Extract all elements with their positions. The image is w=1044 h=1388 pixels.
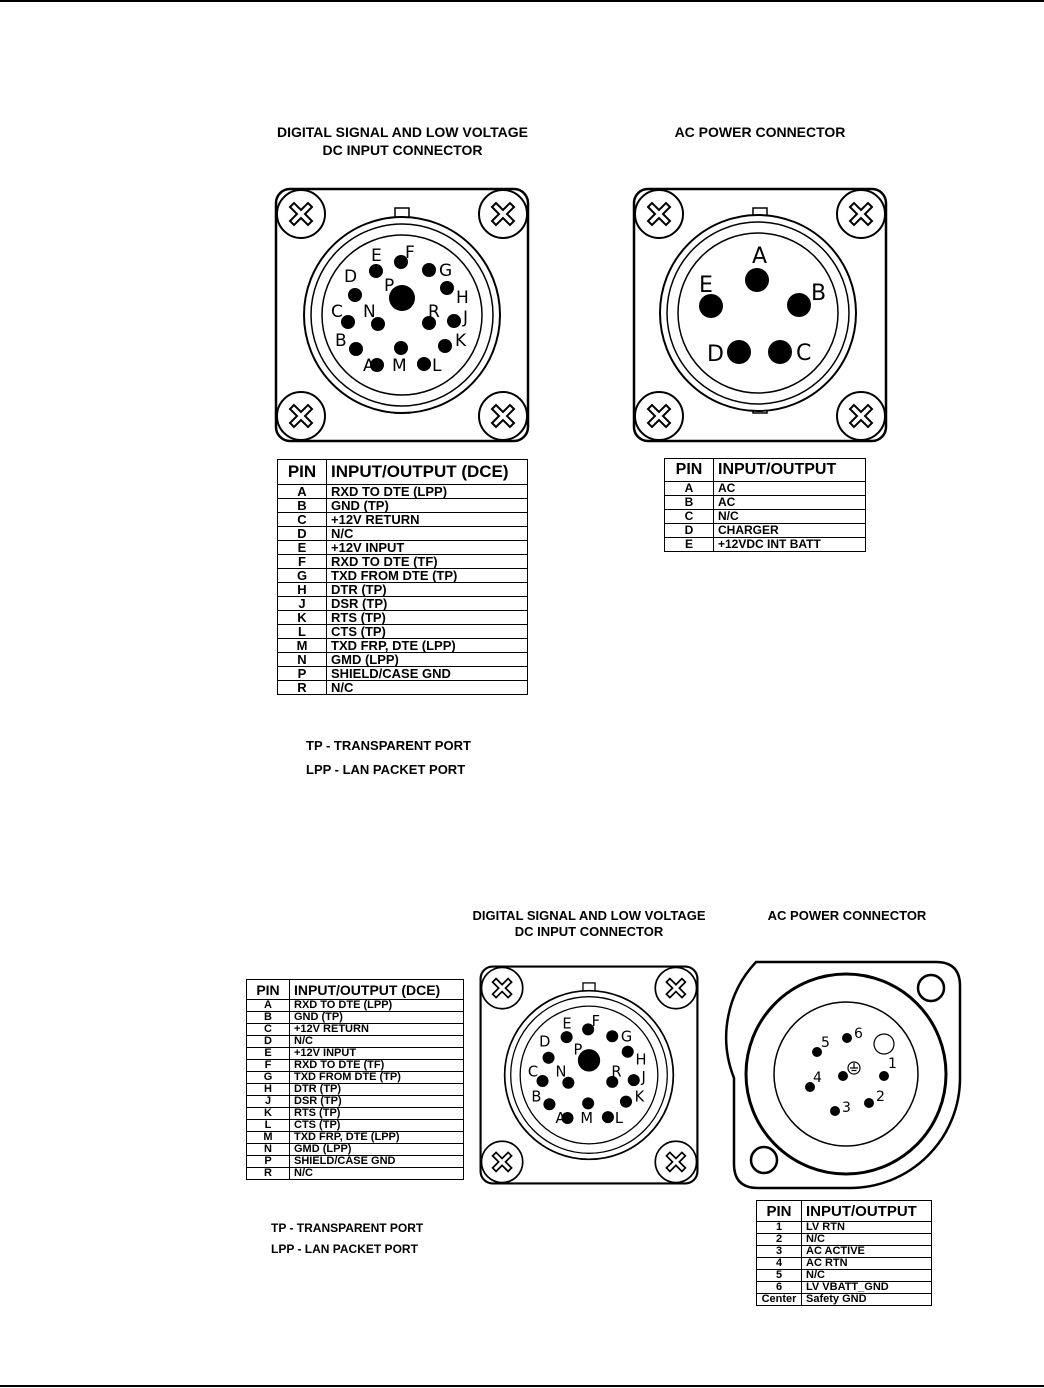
- pin-cell: A: [665, 482, 714, 496]
- svg-text:E: E: [371, 246, 382, 266]
- function-cell: AC ACTIVE: [802, 1246, 932, 1258]
- pin-cell: C: [665, 510, 714, 524]
- top-ac-connector-diagram: [631, 186, 889, 444]
- table-row: [247, 1072, 464, 1084]
- mounting-screw-icon: [655, 967, 696, 1008]
- table-row: [757, 1282, 932, 1294]
- table-row: [278, 513, 528, 527]
- pin-cell: G: [278, 569, 327, 583]
- table-row: [278, 681, 528, 695]
- svg-text:3: 3: [842, 1100, 851, 1116]
- pin-cell: N: [278, 653, 327, 667]
- function-cell: +12V INPUT: [290, 1048, 464, 1060]
- table-row: [247, 1012, 464, 1024]
- table-row: [665, 482, 866, 496]
- function-cell: CTS (TP): [327, 625, 528, 639]
- table-row: [247, 1000, 464, 1012]
- table-header-row: [757, 1201, 932, 1222]
- pin-cell: D: [278, 527, 327, 541]
- pin-cell: N: [247, 1144, 290, 1156]
- svg-text:1: 1: [888, 1056, 897, 1072]
- pin-1-ring: [874, 1034, 894, 1054]
- table-row: [757, 1294, 932, 1306]
- top-signal-connector-title: DIGITAL SIGNAL AND LOW VOLTAGE DC INPUT CONNECTOR: [277, 124, 528, 158]
- mounting-screw-icon: [635, 392, 683, 440]
- pin-cell: 4: [757, 1258, 802, 1270]
- function-cell: TXD FROM DTE (TP): [290, 1072, 464, 1084]
- function-cell: AC: [714, 496, 866, 510]
- svg-text:L: L: [432, 356, 442, 376]
- svg-text:A: A: [555, 1110, 566, 1128]
- pin-cell: A: [278, 485, 327, 499]
- svg-text:C: C: [796, 341, 812, 366]
- mounting-screw-icon: [479, 190, 527, 238]
- top-signal-pin-table: [277, 459, 528, 695]
- mounting-screw-icon: [655, 1141, 696, 1182]
- svg-text:L: L: [614, 1110, 623, 1128]
- function-cell: AC RTN: [802, 1258, 932, 1270]
- pin-cell: K: [278, 611, 327, 625]
- function-cell: GND (TP): [327, 499, 528, 513]
- function-cell: CTS (TP): [290, 1120, 464, 1132]
- top-signal-connector-diagram: [273, 186, 531, 444]
- function-cell: N/C: [802, 1234, 932, 1246]
- pin-cell: B: [278, 499, 327, 513]
- svg-text:D: D: [707, 342, 724, 367]
- svg-text:R: R: [611, 1063, 622, 1081]
- table-row: [247, 1156, 464, 1168]
- svg-text:A: A: [752, 244, 768, 269]
- svg-text:P: P: [573, 1041, 583, 1059]
- mounting-screw-icon: [837, 190, 885, 238]
- table-header-row: [665, 459, 866, 482]
- svg-text:F: F: [405, 243, 415, 263]
- table-row: [247, 1168, 464, 1180]
- function-cell: N/C: [290, 1036, 464, 1048]
- function-cell: N/C: [290, 1168, 464, 1180]
- table-row: [757, 1258, 932, 1270]
- table-row: [247, 1024, 464, 1036]
- function-cell: SHIELD/CASE GND: [327, 667, 528, 681]
- table-row: [247, 1108, 464, 1120]
- column-header-io: INPUT/OUTPUT: [802, 1201, 932, 1222]
- svg-text:K: K: [634, 1088, 645, 1106]
- function-cell: RXD TO DTE (LPP): [290, 1000, 464, 1012]
- bottom-ac-pin-table: [756, 1200, 932, 1306]
- svg-text:K: K: [455, 331, 467, 351]
- table-row: [278, 611, 528, 625]
- pin-cell: M: [247, 1132, 290, 1144]
- bottom-signal-connector-diagram: [478, 964, 700, 1186]
- pin-cell: D: [247, 1036, 290, 1048]
- bottom-note-lpp: LPP - LAN PACKET PORT: [271, 1242, 418, 1256]
- pin-E: [369, 246, 383, 278]
- column-header-io: INPUT/OUTPUT (DCE): [327, 460, 528, 485]
- top-note-tp: TP - TRANSPARENT PORT: [306, 738, 471, 753]
- table-row: [247, 1084, 464, 1096]
- svg-text:6: 6: [854, 1026, 863, 1042]
- pin-cell: E: [665, 538, 714, 552]
- pin-cell: Center: [757, 1294, 802, 1306]
- pin-cell: L: [278, 625, 327, 639]
- bottom-note-tp: TP - TRANSPARENT PORT: [271, 1221, 424, 1235]
- table-row: [278, 485, 528, 499]
- function-cell: +12V INPUT: [327, 541, 528, 555]
- pin-cell: H: [247, 1084, 290, 1096]
- function-cell: +12V RETURN: [290, 1024, 464, 1036]
- column-header-io: INPUT/OUTPUT: [714, 459, 866, 482]
- table-row: [247, 1132, 464, 1144]
- table-header-row: [278, 460, 528, 485]
- pin-cell: F: [278, 555, 327, 569]
- table-row: [757, 1246, 932, 1258]
- bottom-rule: [0, 1385, 1044, 1387]
- function-cell: AC: [714, 482, 866, 496]
- pin-cell: B: [247, 1012, 290, 1024]
- svg-text:D: D: [344, 267, 358, 287]
- mounting-screw-icon: [479, 392, 527, 440]
- table-row: [247, 1096, 464, 1108]
- svg-text:J: J: [463, 308, 469, 328]
- bottom-ac-connector-title: AC POWER CONNECTOR: [767, 908, 927, 923]
- svg-text:4: 4: [813, 1070, 822, 1086]
- pin-cell: C: [278, 513, 327, 527]
- table-row: [278, 597, 528, 611]
- bottom-signal-connector-title: DIGITAL SIGNAL AND LOW VOLTAGE DC INPUT CONNECTOR: [472, 908, 706, 940]
- function-cell: GMD (LPP): [327, 653, 528, 667]
- function-cell: DSR (TP): [327, 597, 528, 611]
- function-cell: Safety GND: [802, 1294, 932, 1306]
- function-cell: GMD (LPP): [290, 1144, 464, 1156]
- pin-cell: R: [247, 1168, 290, 1180]
- function-cell: DTR (TP): [290, 1084, 464, 1096]
- top-ac-pin-table: [664, 458, 866, 552]
- table-row: [278, 541, 528, 555]
- function-cell: N/C: [327, 527, 528, 541]
- pin-E: [561, 1016, 573, 1044]
- table-row: [278, 667, 528, 681]
- pin-M: [580, 1097, 594, 1127]
- function-cell: N/C: [802, 1270, 932, 1282]
- top-note-lpp: LPP - LAN PACKET PORT: [306, 762, 466, 777]
- table-row: [278, 555, 528, 569]
- mounting-screw-icon: [635, 190, 683, 238]
- pin-cell: E: [278, 541, 327, 555]
- svg-text:D: D: [539, 1033, 551, 1051]
- svg-text:N: N: [555, 1063, 567, 1081]
- pin-M: [392, 341, 408, 376]
- top-rule: [0, 0, 1044, 2]
- table-row: [247, 1048, 464, 1060]
- mounting-screw-icon: [277, 190, 325, 238]
- table-row: [757, 1222, 932, 1234]
- table-row: [278, 639, 528, 653]
- column-header-pin: PIN: [247, 980, 290, 1000]
- function-cell: DTR (TP): [327, 583, 528, 597]
- column-header-pin: PIN: [757, 1201, 802, 1222]
- svg-text:H: H: [635, 1051, 647, 1069]
- column-header-pin: PIN: [278, 460, 327, 485]
- table-row: [278, 499, 528, 513]
- svg-text:F: F: [591, 1012, 600, 1030]
- function-cell: SHIELD/CASE GND: [290, 1156, 464, 1168]
- svg-text:M: M: [392, 356, 407, 376]
- mounting-hole: [751, 1147, 777, 1173]
- table-row: [665, 496, 866, 510]
- svg-text:C: C: [527, 1063, 539, 1081]
- pin-cell: H: [278, 583, 327, 597]
- pin-cell: 1: [757, 1222, 802, 1234]
- svg-text:R: R: [428, 302, 440, 322]
- function-cell: GND (TP): [290, 1012, 464, 1024]
- pin-cell: L: [247, 1120, 290, 1132]
- function-cell: N/C: [327, 681, 528, 695]
- svg-text:B: B: [531, 1088, 542, 1106]
- pin-cell: E: [247, 1048, 290, 1060]
- function-cell: RTS (TP): [290, 1108, 464, 1120]
- svg-text:P: P: [384, 276, 395, 296]
- svg-text:E: E: [699, 273, 713, 298]
- function-cell: TXD FRP, DTE (LPP): [327, 639, 528, 653]
- svg-text:C: C: [331, 302, 343, 322]
- pin-cell: P: [278, 667, 327, 681]
- svg-text:N: N: [363, 302, 376, 322]
- function-cell: N/C: [714, 510, 866, 524]
- pin-cell: P: [247, 1156, 290, 1168]
- function-cell: LV VBATT_GND: [802, 1282, 932, 1294]
- function-cell: TXD FROM DTE (TP): [327, 569, 528, 583]
- function-cell: DSR (TP): [290, 1096, 464, 1108]
- table-row: [757, 1270, 932, 1282]
- pin-cell: K: [247, 1108, 290, 1120]
- table-row: [278, 583, 528, 597]
- function-cell: CHARGER: [714, 524, 866, 538]
- column-header-io: INPUT/OUTPUT (DCE): [290, 980, 464, 1000]
- table-row: [247, 1060, 464, 1072]
- top-ac-connector-title: AC POWER CONNECTOR: [674, 124, 846, 140]
- pin-cell: 2: [757, 1234, 802, 1246]
- table-row: [665, 538, 866, 552]
- function-cell: RXD TO DTE (LPP): [327, 485, 528, 499]
- pin-cell: C: [247, 1024, 290, 1036]
- table-row: [278, 527, 528, 541]
- svg-text:J: J: [641, 1068, 646, 1086]
- table-row: [278, 625, 528, 639]
- ground-icon: [848, 1062, 860, 1074]
- pin-cell: J: [247, 1096, 290, 1108]
- pin-cell: A: [247, 1000, 290, 1012]
- svg-text:B: B: [335, 331, 347, 351]
- table-row: [278, 653, 528, 667]
- pin-cell: B: [665, 496, 714, 510]
- table-row: [757, 1234, 932, 1246]
- svg-text:G: G: [439, 261, 453, 281]
- table-header-row: [247, 980, 464, 1000]
- table-row: [247, 1144, 464, 1156]
- pin-cell: 5: [757, 1270, 802, 1282]
- pin-cell: 3: [757, 1246, 802, 1258]
- mounting-screw-icon: [481, 967, 522, 1008]
- function-cell: +12V RETURN: [327, 513, 528, 527]
- pin-cell: M: [278, 639, 327, 653]
- pin-center: [838, 1071, 848, 1081]
- pin-cell: G: [247, 1072, 290, 1084]
- mounting-screw-icon: [277, 392, 325, 440]
- bottom-ac-connector-diagram: [730, 958, 966, 1194]
- svg-text:A: A: [363, 356, 375, 376]
- table-row: [247, 1120, 464, 1132]
- function-cell: LV RTN: [802, 1222, 932, 1234]
- svg-text:G: G: [620, 1028, 633, 1046]
- function-cell: RXD TO DTE (TF): [290, 1060, 464, 1072]
- table-row: [665, 510, 866, 524]
- svg-text:5: 5: [821, 1035, 830, 1051]
- function-cell: +12VDC INT BATT: [714, 538, 866, 552]
- mounting-screw-icon: [837, 392, 885, 440]
- column-header-pin: PIN: [665, 459, 714, 482]
- svg-text:E: E: [562, 1015, 572, 1033]
- pin-cell: F: [247, 1060, 290, 1072]
- pin-cell: R: [278, 681, 327, 695]
- table-row: [665, 524, 866, 538]
- svg-text:H: H: [456, 288, 469, 308]
- table-row: [278, 569, 528, 583]
- bottom-signal-pin-table: [246, 979, 464, 1180]
- mounting-hole: [918, 975, 944, 1001]
- function-cell: RXD TO DTE (TF): [327, 555, 528, 569]
- mounting-screw-icon: [481, 1141, 522, 1182]
- pin-cell: 6: [757, 1282, 802, 1294]
- svg-text:M: M: [580, 1110, 594, 1128]
- pin-cell: D: [665, 524, 714, 538]
- svg-text:B: B: [811, 281, 827, 306]
- pin-cell: J: [278, 597, 327, 611]
- svg-text:2: 2: [876, 1089, 885, 1105]
- table-row: [247, 1036, 464, 1048]
- function-cell: RTS (TP): [327, 611, 528, 625]
- function-cell: TXD FRP, DTE (LPP): [290, 1132, 464, 1144]
